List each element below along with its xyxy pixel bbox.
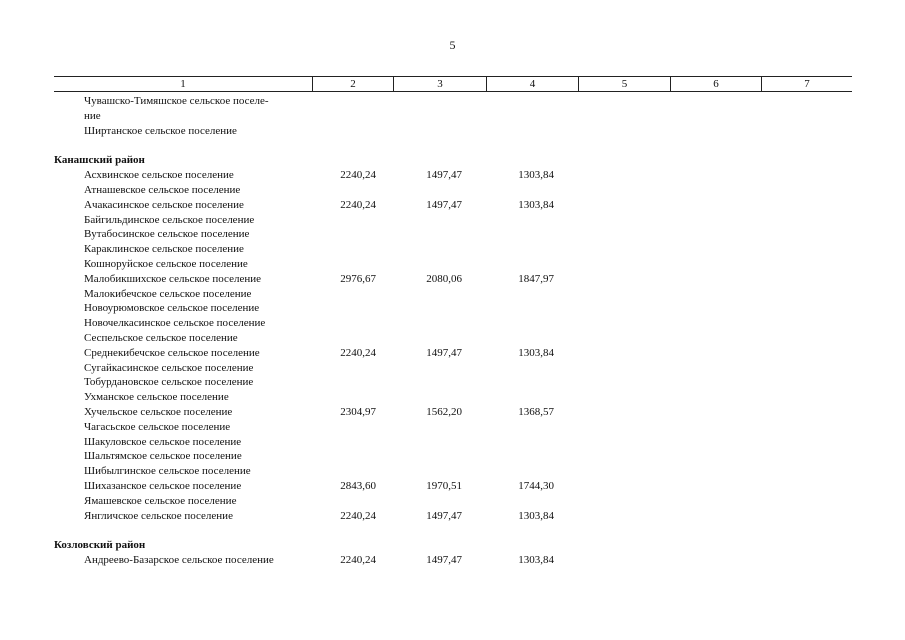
table-row (54, 287, 852, 302)
value-col-3: 1497,47 (426, 169, 462, 182)
value-col-2: 2304,97 (340, 405, 376, 418)
value-col-3: 1497,47 (426, 198, 462, 211)
column-header-6: 6 (671, 77, 762, 91)
value-col-2: 2976,67 (340, 272, 376, 285)
table-row (54, 242, 852, 257)
table-row (54, 257, 852, 272)
value-col-3: 1497,47 (426, 509, 462, 522)
column-header-7: 7 (804, 78, 810, 90)
column-header-2: 2 (313, 77, 394, 91)
table-row (54, 553, 852, 568)
table-row (54, 420, 852, 435)
value-col-4: 1303,84 (518, 169, 554, 182)
district-name: Козловский район (54, 539, 146, 552)
settlement-name: Чагасьское сельское поселение (84, 420, 231, 433)
table-row (54, 94, 852, 109)
value-col-4: 1744,30 (518, 479, 554, 492)
value-col-3: 1497,47 (426, 554, 462, 567)
table-row (54, 168, 852, 183)
value-col-4: 1303,84 (518, 554, 554, 567)
spacer-row (54, 523, 852, 538)
table-row (54, 124, 852, 139)
district-heading-row (54, 538, 852, 553)
settlement-name: Ачакасинское сельское поселение (84, 198, 244, 211)
table-row (54, 183, 852, 198)
value-col-3: 1970,51 (426, 479, 462, 492)
table-row (54, 346, 852, 361)
settlement-name: Шакуловское сельское поселение (84, 435, 242, 448)
value-col-2: 2240,24 (340, 198, 376, 211)
table-row (54, 361, 852, 376)
value-col-2: 2240,24 (340, 169, 376, 182)
value-col-4: 1368,57 (518, 405, 554, 418)
settlement-name: Ямашевское сельское поселение (84, 494, 237, 507)
table-row (54, 301, 852, 316)
settlement-name: Новоурюмовское сельское поселение (84, 302, 260, 315)
settlement-name: ние (84, 109, 101, 122)
table-row (54, 227, 852, 242)
settlement-name: Тобурдановское сельское поселение (84, 376, 254, 389)
settlement-name: Чувашско-Тимяшское сельское поселе- (84, 95, 269, 107)
settlement-name: Хучельское сельское поселение (84, 405, 233, 418)
settlement-name: Асхвинское сельское поселение (84, 169, 234, 182)
settlement-name: Малобикшихское сельское поселение (84, 272, 261, 285)
spacer-row (54, 138, 852, 153)
table-row (54, 390, 852, 405)
settlement-name: Шихазанское сельское поселение (84, 479, 242, 492)
table-row (54, 509, 852, 524)
value-col-2: 2240,24 (340, 509, 376, 522)
value-col-3: 2080,06 (426, 272, 462, 285)
column-header-1: 1 (54, 77, 313, 91)
settlement-name: Вутабосинское сельское поселение (84, 228, 250, 241)
table-row (54, 198, 852, 213)
table-body (54, 94, 852, 568)
settlement-name: Шальтямское сельское поселение (84, 450, 242, 463)
value-col-4: 1847,97 (518, 272, 554, 285)
settlement-name: Сеспельское сельское поселение (84, 331, 238, 344)
value-col-3: 1562,20 (426, 405, 462, 418)
settlement-name: Ухманское сельское поселение (84, 391, 229, 404)
column-header-5: 5 (579, 77, 671, 91)
table-row (54, 494, 852, 509)
column-header-4: 4 (487, 77, 579, 91)
settlement-name: Среднекибечское сельское поселение (84, 346, 260, 359)
value-col-3: 1497,47 (426, 346, 462, 359)
settlement-name: Сугайкасинское сельское поселение (84, 361, 254, 374)
table-row (54, 479, 852, 494)
table-row (54, 331, 852, 346)
value-col-4: 1303,84 (518, 509, 554, 522)
column-header-3: 3 (394, 77, 487, 91)
settlement-name: Шибылгинское сельское поселение (84, 465, 251, 478)
settlement-name: Караклинское сельское поселение (84, 243, 244, 256)
settlement-name: Малокибечское сельское поселение (84, 287, 252, 300)
value-col-2: 2843,60 (340, 479, 376, 492)
table-row (54, 405, 852, 420)
settlement-name: Байгильдинское сельское поселение (84, 213, 255, 226)
value-col-2: 2240,24 (340, 554, 376, 567)
table-row (54, 272, 852, 287)
table-row (54, 464, 852, 479)
table-row (54, 435, 852, 450)
table-row (54, 316, 852, 331)
value-col-4: 1303,84 (518, 346, 554, 359)
table-row (54, 213, 852, 228)
settlement-name: Ширтанское сельское поселение (84, 124, 237, 137)
table-row (54, 449, 852, 464)
settlement-name: Атнашевское сельское поселение (84, 183, 241, 196)
district-heading-row (54, 153, 852, 168)
district-name: Канашский район (54, 154, 145, 167)
value-col-4: 1303,84 (518, 198, 554, 211)
value-col-2: 2240,24 (340, 346, 376, 359)
page-number: 5 (449, 38, 456, 52)
table-header (54, 76, 852, 92)
settlement-name: Новочелкасинское сельское поселение (84, 317, 266, 330)
table-row (54, 375, 852, 390)
settlement-name: Янгличское сельское поселение (84, 509, 233, 522)
table-row (54, 109, 852, 124)
settlement-name: Кошноруйское сельское поселение (84, 257, 248, 270)
settlement-name: Андреево-Базарское сельское поселение (84, 554, 274, 567)
